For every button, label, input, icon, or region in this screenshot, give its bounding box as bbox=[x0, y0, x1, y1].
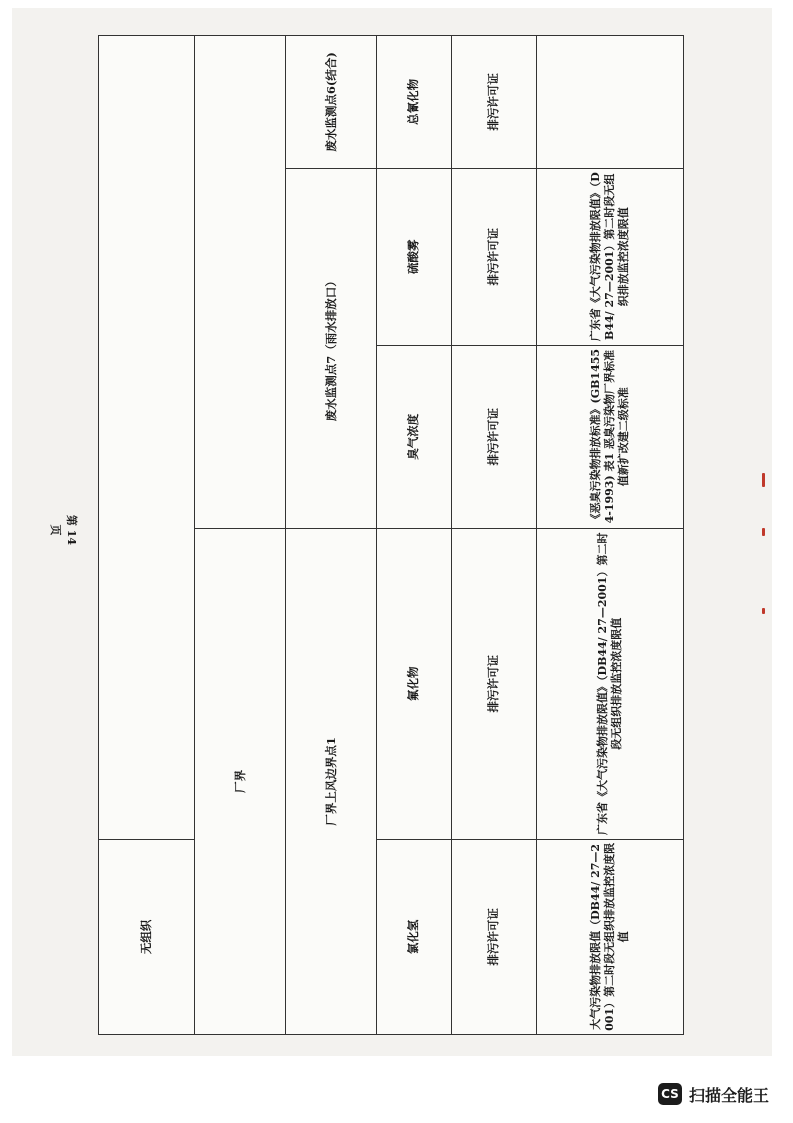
table-row bbox=[376, 36, 451, 1035]
cell: 氯化氢 bbox=[376, 839, 451, 1034]
monitoring-table bbox=[98, 35, 684, 1035]
cell: 厂界上风边界点1 bbox=[286, 528, 377, 1034]
cell: 排污许可证 bbox=[451, 528, 536, 839]
red-mark bbox=[762, 473, 765, 487]
cell: 大气污染物排放限值（DB44/ 27—2001）第二时段无组织排放监控浓度限值 bbox=[536, 839, 683, 1034]
scanner-watermark bbox=[658, 1081, 769, 1107]
cell: 硫酸雾 bbox=[376, 168, 451, 345]
cell: 厂界 bbox=[195, 528, 286, 1034]
cell: 臭气浓度 bbox=[376, 345, 451, 528]
table-row bbox=[195, 36, 286, 1035]
cell: 广东省《大气污染物排放限值》（DB44/ 27—2001）第二时段无组织排放监控浓度限值 bbox=[536, 528, 683, 839]
cell: 排污许可证 bbox=[451, 168, 536, 345]
cell: 《恶臭污染物排放标准》(GB14554-1993) 表1 恶臭污染物厂界标准值新扩改建二级标准 bbox=[536, 345, 683, 528]
cell: 排污许可证 bbox=[451, 36, 536, 169]
cell bbox=[536, 36, 683, 169]
table-row bbox=[286, 36, 377, 1035]
red-mark bbox=[762, 528, 765, 536]
table-row bbox=[451, 36, 536, 1035]
red-mark bbox=[762, 608, 765, 614]
table-row bbox=[536, 36, 683, 1035]
cell: 无组织 bbox=[99, 839, 195, 1034]
cell: 废水监测点6(结合) bbox=[286, 36, 377, 169]
cell: 废水监测点7（雨水排放口） bbox=[286, 168, 377, 528]
table-row bbox=[99, 36, 195, 1035]
cell: 氟化物 bbox=[376, 528, 451, 839]
camscanner-logo-icon: CS bbox=[658, 1083, 682, 1105]
monitoring-table-wrapper bbox=[98, 35, 684, 1035]
cell: 总氰化物 bbox=[376, 36, 451, 169]
watermark-text: 扫描全能王 bbox=[689, 1085, 770, 1105]
cell: 排污许可证 bbox=[451, 839, 536, 1034]
page-number: 第 14 页 bbox=[49, 514, 78, 546]
cell bbox=[99, 36, 195, 840]
cell: 排污许可证 bbox=[451, 345, 536, 528]
cell: 广东省《大气污染物排放限值》（DB44/ 27—2001）第二时段无组织排放监控浓度限值 bbox=[536, 168, 683, 345]
cell bbox=[195, 36, 286, 529]
